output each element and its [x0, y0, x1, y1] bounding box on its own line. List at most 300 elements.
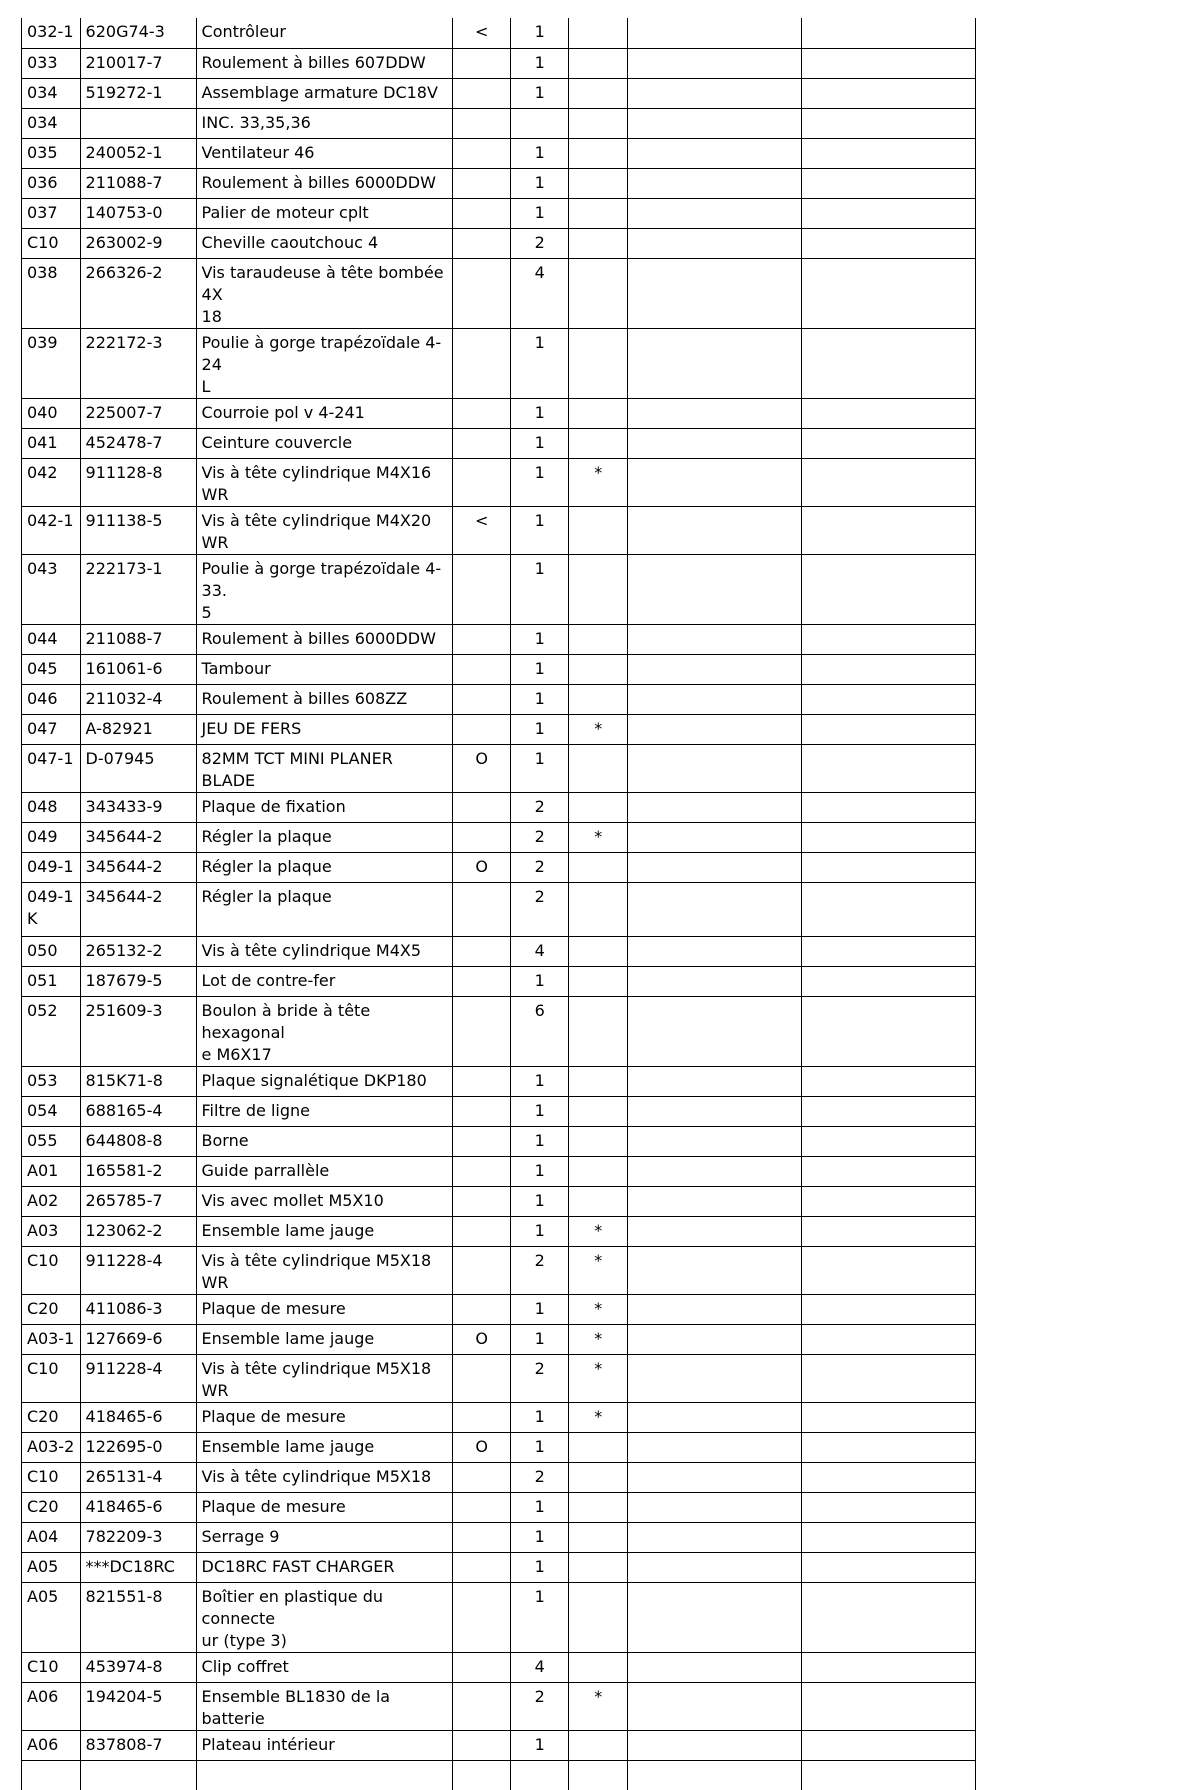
description-cell: Régler la plaque — [196, 852, 453, 882]
item-number-cell: 050 — [22, 936, 81, 966]
change-flag-cell — [453, 48, 510, 78]
quantity-cell: 1 — [510, 398, 569, 428]
parts-table — [21, 18, 976, 1790]
table-row — [22, 198, 976, 228]
item-number-cell: 038 — [22, 258, 81, 328]
blank-cell — [627, 1216, 802, 1246]
note-cell — [569, 258, 628, 328]
change-flag-cell — [453, 1066, 510, 1096]
note-cell — [569, 1492, 628, 1522]
item-number-cell: 033 — [22, 48, 81, 78]
quantity-cell: 1 — [510, 1432, 569, 1462]
change-flag-cell — [453, 1186, 510, 1216]
description-cell: Régler la plaque — [196, 822, 453, 852]
description-cell: Roulement à billes 6000DDW — [196, 624, 453, 654]
blank-cell — [802, 966, 976, 996]
note-cell — [569, 138, 628, 168]
item-number-cell: 032-1 — [22, 18, 81, 48]
part-number-cell: 123062-2 — [80, 1216, 196, 1246]
quantity-cell: 2 — [510, 822, 569, 852]
blank-cell — [802, 714, 976, 744]
description-cell — [196, 1760, 453, 1790]
description-cell: Ensemble lame jauge — [196, 1432, 453, 1462]
blank-cell — [802, 852, 976, 882]
description-cell: Tambour — [196, 654, 453, 684]
quantity-cell: 1 — [510, 744, 569, 792]
blank-cell — [627, 554, 802, 624]
note-cell: * — [569, 1402, 628, 1432]
blank-cell — [627, 1652, 802, 1682]
description-cell: JEU DE FERS — [196, 714, 453, 744]
blank-cell — [627, 882, 802, 936]
blank-cell — [627, 1294, 802, 1324]
note-cell — [569, 1552, 628, 1582]
table-row — [22, 1432, 976, 1462]
quantity-cell: 1 — [510, 18, 569, 48]
quantity-cell: 1 — [510, 1402, 569, 1432]
blank-cell — [802, 1402, 976, 1432]
table-row — [22, 822, 976, 852]
table-row — [22, 48, 976, 78]
part-number-cell: 266326-2 — [80, 258, 196, 328]
item-number-cell: 054 — [22, 1096, 81, 1126]
table-row — [22, 1066, 976, 1096]
change-flag-cell — [453, 1294, 510, 1324]
description-cell: Vis à tête cylindrique M4X5 — [196, 936, 453, 966]
table-row — [22, 852, 976, 882]
description-cell: Boulon à bride à tête hexagonal e M6X17 — [196, 996, 453, 1066]
blank-cell — [802, 554, 976, 624]
blank-cell — [802, 1246, 976, 1294]
item-number-cell: 035 — [22, 138, 81, 168]
note-cell — [569, 398, 628, 428]
item-number-cell: 043 — [22, 554, 81, 624]
description-cell: Lot de contre-fer — [196, 966, 453, 996]
part-number-cell: 187679-5 — [80, 966, 196, 996]
note-cell — [569, 744, 628, 792]
blank-cell — [802, 936, 976, 966]
part-number-cell: 222173-1 — [80, 554, 196, 624]
note-cell: * — [569, 1354, 628, 1402]
change-flag-cell — [453, 714, 510, 744]
blank-cell — [802, 228, 976, 258]
part-number-cell: 265785-7 — [80, 1186, 196, 1216]
blank-cell — [802, 996, 976, 1066]
note-cell — [569, 506, 628, 554]
description-cell: Ensemble BL1830 de la batterie — [196, 1682, 453, 1730]
blank-cell — [802, 1324, 976, 1354]
quantity-cell: 1 — [510, 1730, 569, 1760]
blank-cell — [802, 1216, 976, 1246]
item-number-cell: 052 — [22, 996, 81, 1066]
blank-cell — [802, 744, 976, 792]
table-row — [22, 1216, 976, 1246]
note-cell — [569, 1730, 628, 1760]
table-row — [22, 168, 976, 198]
change-flag-cell — [453, 966, 510, 996]
blank-cell — [627, 852, 802, 882]
description-cell: Plaque signalétique DKP180 — [196, 1066, 453, 1096]
description-cell: Vis avec mollet M5X10 — [196, 1186, 453, 1216]
note-cell — [569, 852, 628, 882]
note-cell — [569, 328, 628, 398]
note-cell — [569, 936, 628, 966]
item-number-cell: C20 — [22, 1294, 81, 1324]
note-cell: * — [569, 1294, 628, 1324]
note-cell — [569, 1582, 628, 1652]
note-cell — [569, 198, 628, 228]
part-number-cell: 911128-8 — [80, 458, 196, 506]
description-cell: DC18RC FAST CHARGER — [196, 1552, 453, 1582]
change-flag-cell — [453, 1552, 510, 1582]
item-number-cell: A03 — [22, 1216, 81, 1246]
part-number-cell: 418465-6 — [80, 1402, 196, 1432]
part-number-cell: 127669-6 — [80, 1324, 196, 1354]
change-flag-cell — [453, 108, 510, 138]
quantity-cell: 1 — [510, 1126, 569, 1156]
note-cell — [569, 1066, 628, 1096]
item-number-cell: C10 — [22, 228, 81, 258]
item-number-cell: 053 — [22, 1066, 81, 1096]
part-number-cell: D-07945 — [80, 744, 196, 792]
item-number-cell: A01 — [22, 1156, 81, 1186]
table-row — [22, 1492, 976, 1522]
blank-cell — [802, 684, 976, 714]
change-flag-cell — [453, 936, 510, 966]
part-number-cell — [80, 1760, 196, 1790]
blank-cell — [627, 1432, 802, 1462]
note-cell — [569, 168, 628, 198]
blank-cell — [627, 1126, 802, 1156]
blank-cell — [627, 1354, 802, 1402]
quantity-cell: 1 — [510, 1522, 569, 1552]
blank-cell — [627, 1186, 802, 1216]
part-number-cell: 165581-2 — [80, 1156, 196, 1186]
note-cell: * — [569, 1324, 628, 1354]
quantity-cell: 2 — [510, 882, 569, 936]
part-number-cell: 345644-2 — [80, 882, 196, 936]
quantity-cell: 1 — [510, 1216, 569, 1246]
change-flag-cell — [453, 624, 510, 654]
blank-cell — [627, 1402, 802, 1432]
note-cell — [569, 1462, 628, 1492]
blank-cell — [802, 428, 976, 458]
table-row — [22, 1462, 976, 1492]
change-flag-cell — [453, 1652, 510, 1682]
change-flag-cell — [453, 328, 510, 398]
table-row — [22, 1156, 976, 1186]
description-cell: Assemblage armature DC18V — [196, 78, 453, 108]
quantity-cell: 2 — [510, 1354, 569, 1402]
blank-cell — [802, 458, 976, 506]
change-flag-cell — [453, 228, 510, 258]
quantity-cell: 2 — [510, 228, 569, 258]
change-flag-cell — [453, 428, 510, 458]
blank-cell — [627, 1682, 802, 1730]
blank-cell — [627, 936, 802, 966]
description-cell: Ensemble lame jauge — [196, 1216, 453, 1246]
note-cell — [569, 554, 628, 624]
part-number-cell: 140753-0 — [80, 198, 196, 228]
quantity-cell: 1 — [510, 966, 569, 996]
note-cell: * — [569, 1216, 628, 1246]
blank-cell — [802, 1432, 976, 1462]
quantity-cell: 1 — [510, 1582, 569, 1652]
note-cell — [569, 882, 628, 936]
quantity-cell: 1 — [510, 78, 569, 108]
blank-cell — [627, 1760, 802, 1790]
part-number-cell: 452478-7 — [80, 428, 196, 458]
part-number-cell: 345644-2 — [80, 852, 196, 882]
item-number-cell: A05 — [22, 1552, 81, 1582]
blank-cell — [802, 1552, 976, 1582]
part-number-cell: 251609-3 — [80, 996, 196, 1066]
blank-cell — [627, 198, 802, 228]
blank-cell — [802, 108, 976, 138]
quantity-cell: 1 — [510, 506, 569, 554]
table-row — [22, 1552, 976, 1582]
part-number-cell: 265131-4 — [80, 1462, 196, 1492]
blank-cell — [627, 966, 802, 996]
blank-cell — [627, 428, 802, 458]
description-cell: Plaque de fixation — [196, 792, 453, 822]
quantity-cell: 2 — [510, 1682, 569, 1730]
quantity-cell: 1 — [510, 168, 569, 198]
quantity-cell: 2 — [510, 1246, 569, 1294]
quantity-cell: 1 — [510, 684, 569, 714]
item-number-cell: 045 — [22, 654, 81, 684]
item-number-cell: 046 — [22, 684, 81, 714]
note-cell — [569, 1096, 628, 1126]
quantity-cell: 4 — [510, 936, 569, 966]
blank-cell — [802, 882, 976, 936]
table-row — [22, 554, 976, 624]
blank-cell — [627, 1730, 802, 1760]
blank-cell — [627, 714, 802, 744]
description-cell: Roulement à billes 607DDW — [196, 48, 453, 78]
part-number-cell: 211032-4 — [80, 684, 196, 714]
part-number-cell: 265132-2 — [80, 936, 196, 966]
table-row — [22, 1354, 976, 1402]
blank-cell — [802, 1492, 976, 1522]
description-cell: Vis à tête cylindrique M5X18 — [196, 1462, 453, 1492]
part-number-cell: 837808-7 — [80, 1730, 196, 1760]
blank-cell — [802, 1354, 976, 1402]
item-number-cell: 048 — [22, 792, 81, 822]
quantity-cell: 1 — [510, 458, 569, 506]
blank-cell — [802, 168, 976, 198]
blank-cell — [802, 624, 976, 654]
blank-cell — [802, 654, 976, 684]
blank-cell — [802, 48, 976, 78]
change-flag-cell — [453, 258, 510, 328]
change-flag-cell — [453, 1156, 510, 1186]
quantity-cell: 1 — [510, 1066, 569, 1096]
parts-table-body — [22, 18, 976, 1790]
table-row — [22, 654, 976, 684]
item-number-cell: A06 — [22, 1730, 81, 1760]
part-number-cell: 194204-5 — [80, 1682, 196, 1730]
blank-cell — [627, 228, 802, 258]
quantity-cell: 6 — [510, 996, 569, 1066]
blank-cell — [627, 1156, 802, 1186]
item-number-cell: 037 — [22, 198, 81, 228]
item-number-cell: C20 — [22, 1492, 81, 1522]
table-row — [22, 1324, 976, 1354]
part-number-cell: 815K71-8 — [80, 1066, 196, 1096]
description-cell: Boîtier en plastique du connecte ur (type 3) — [196, 1582, 453, 1652]
quantity-cell: 1 — [510, 1186, 569, 1216]
table-row — [22, 506, 976, 554]
description-cell: Roulement à billes 608ZZ — [196, 684, 453, 714]
blank-cell — [802, 506, 976, 554]
description-cell: Poulie à gorge trapézoïdale 4-24 L — [196, 328, 453, 398]
quantity-cell: 2 — [510, 852, 569, 882]
quantity-cell: 1 — [510, 714, 569, 744]
note-cell — [569, 792, 628, 822]
description-cell: 82MM TCT MINI PLANER BLADE — [196, 744, 453, 792]
note-cell — [569, 1652, 628, 1682]
blank-cell — [627, 108, 802, 138]
description-cell: Borne — [196, 1126, 453, 1156]
quantity-cell: 1 — [510, 198, 569, 228]
item-number-cell: C10 — [22, 1354, 81, 1402]
item-number-cell: A05 — [22, 1582, 81, 1652]
blank-cell — [627, 398, 802, 428]
table-row — [22, 1730, 976, 1760]
quantity-cell: 1 — [510, 1096, 569, 1126]
description-cell: Régler la plaque — [196, 882, 453, 936]
note-cell: * — [569, 714, 628, 744]
change-flag-cell — [453, 1096, 510, 1126]
note-cell — [569, 654, 628, 684]
item-number-cell: 049 — [22, 822, 81, 852]
change-flag-cell — [453, 198, 510, 228]
item-number-cell: 040 — [22, 398, 81, 428]
part-number-cell: 620G74-3 — [80, 18, 196, 48]
description-cell: INC. 33,35,36 — [196, 108, 453, 138]
item-number-cell: 051 — [22, 966, 81, 996]
change-flag-cell — [453, 654, 510, 684]
note-cell — [569, 108, 628, 138]
blank-cell — [802, 1652, 976, 1682]
item-number-cell: C10 — [22, 1462, 81, 1492]
change-flag-cell — [453, 1730, 510, 1760]
description-cell: Plaque de mesure — [196, 1294, 453, 1324]
blank-cell — [802, 1096, 976, 1126]
change-flag-cell — [453, 138, 510, 168]
blank-cell — [802, 1294, 976, 1324]
change-flag-cell: < — [453, 506, 510, 554]
blank-cell — [627, 1096, 802, 1126]
table-row — [22, 1246, 976, 1294]
blank-cell — [627, 1492, 802, 1522]
description-cell: Vis à tête cylindrique M5X18 WR — [196, 1354, 453, 1402]
note-cell: * — [569, 1246, 628, 1294]
table-row — [22, 624, 976, 654]
part-number-cell: 211088-7 — [80, 168, 196, 198]
note-cell — [569, 48, 628, 78]
blank-cell — [802, 1730, 976, 1760]
item-number-cell: A02 — [22, 1186, 81, 1216]
blank-cell — [802, 1066, 976, 1096]
item-number-cell — [22, 1760, 81, 1790]
part-number-cell: 911228-4 — [80, 1246, 196, 1294]
table-row — [22, 684, 976, 714]
item-number-cell: A03-2 — [22, 1432, 81, 1462]
part-number-cell — [80, 108, 196, 138]
description-cell: Vis à tête cylindrique M4X16 WR — [196, 458, 453, 506]
change-flag-cell — [453, 398, 510, 428]
description-cell: Vis à tête cylindrique M5X18 WR — [196, 1246, 453, 1294]
note-cell — [569, 684, 628, 714]
change-flag-cell — [453, 554, 510, 624]
description-cell: Vis taraudeuse à tête bombée 4X 18 — [196, 258, 453, 328]
change-flag-cell — [453, 1126, 510, 1156]
blank-cell — [627, 1552, 802, 1582]
blank-cell — [802, 78, 976, 108]
change-flag-cell — [453, 822, 510, 852]
blank-cell — [627, 792, 802, 822]
note-cell — [569, 966, 628, 996]
change-flag-cell — [453, 458, 510, 506]
item-number-cell: A03-1 — [22, 1324, 81, 1354]
table-row — [22, 1402, 976, 1432]
part-number-cell: 263002-9 — [80, 228, 196, 258]
part-number-cell: 821551-8 — [80, 1582, 196, 1652]
table-row — [22, 258, 976, 328]
quantity-cell: 1 — [510, 1294, 569, 1324]
quantity-cell: 1 — [510, 1492, 569, 1522]
blank-cell — [802, 138, 976, 168]
blank-cell — [627, 684, 802, 714]
quantity-cell: 1 — [510, 48, 569, 78]
part-number-cell: 688165-4 — [80, 1096, 196, 1126]
note-cell — [569, 78, 628, 108]
table-row — [22, 1186, 976, 1216]
blank-cell — [627, 624, 802, 654]
note-cell — [569, 228, 628, 258]
table-row — [22, 1126, 976, 1156]
table-row — [22, 936, 976, 966]
change-flag-cell — [453, 168, 510, 198]
change-flag-cell — [453, 792, 510, 822]
blank-cell — [802, 822, 976, 852]
quantity-cell: 1 — [510, 654, 569, 684]
description-cell: Ceinture couvercle — [196, 428, 453, 458]
item-number-cell: C20 — [22, 1402, 81, 1432]
blank-cell — [627, 654, 802, 684]
note-cell — [569, 18, 628, 48]
change-flag-cell — [453, 996, 510, 1066]
item-number-cell: C10 — [22, 1652, 81, 1682]
description-cell: Ensemble lame jauge — [196, 1324, 453, 1354]
quantity-cell: 1 — [510, 554, 569, 624]
blank-cell — [802, 1582, 976, 1652]
blank-cell — [627, 506, 802, 554]
quantity-cell: 2 — [510, 1462, 569, 1492]
table-row — [22, 78, 976, 108]
description-cell: Clip coffret — [196, 1652, 453, 1682]
description-cell: Vis à tête cylindrique M4X20 WR — [196, 506, 453, 554]
description-cell: Palier de moteur cplt — [196, 198, 453, 228]
item-number-cell: C10 — [22, 1246, 81, 1294]
note-cell — [569, 1186, 628, 1216]
quantity-cell: 4 — [510, 1652, 569, 1682]
description-cell: Courroie pol v 4-241 — [196, 398, 453, 428]
description-cell: Poulie à gorge trapézoïdale 4-33. 5 — [196, 554, 453, 624]
quantity-cell: 1 — [510, 138, 569, 168]
